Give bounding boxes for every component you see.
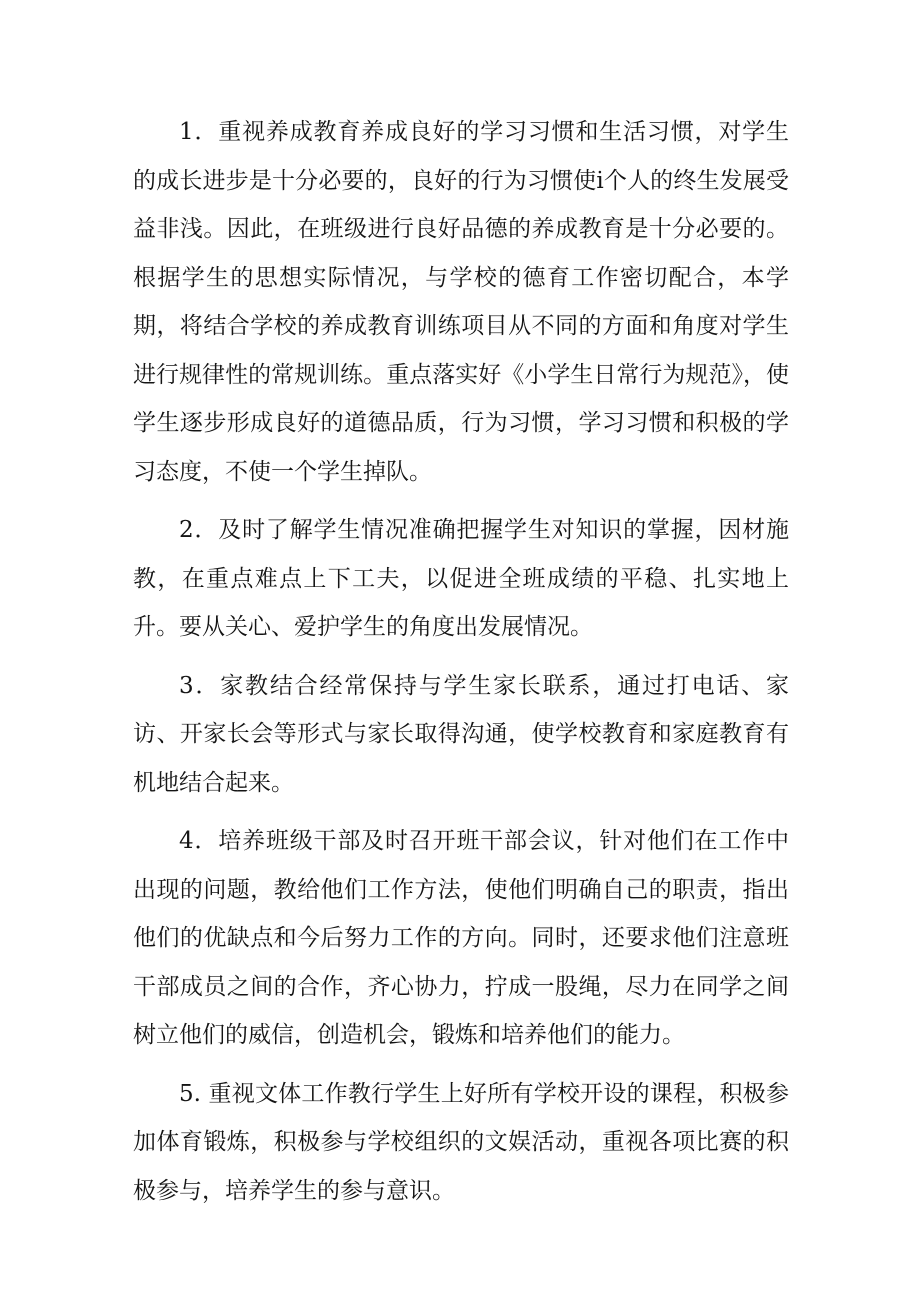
- paragraph-4: 4．培养班级干部及时召开班干部会议，针对他们在工作中出现的问题，教给他们工作方法，使他们明确自己的职责，指出他们的优缺点和今后努力工作的方向。同时，还要求他们注意班干部成员之间的合作，齐心协力，拧成一股绳，尽力在同学之间树立他们的威信，创造机会，锻炼和培养他们的能力。: [133, 828, 789, 1048]
- paragraph-5: 5. 重视文体工作教行学生上好所有学校开设的课程，积极参加体育锻炼，积极参与学校组织的文娱活动，重视各项比赛的积极参与，培养学生的参与意识。: [133, 1080, 789, 1204]
- paragraph-2: 2．及时了解学生情况准确把握学生对知识的掌握，因材施教，在重点难点上下工夫，以促进全班成绩的平稳、扎实地上升。要从关心、爱护学生的角度出发展情况。: [133, 517, 789, 640]
- paragraph-1: 1．重视养成教育养成良好的学习习惯和生活习惯，对学生的成长进步是十分必要的，良好的行为习惯使i个人的终生发展受益非浅。因此，在班级进行良好品德的养成教育是十分必要的。根据学生的思想实际情况，与学校的德育工作密切配合，本学期，将结合学校的养成教育训练项目从不同的方面和角度对学生进行规律性的常规训练。重点落实好《小学生日常行为规范》，使学生逐步形成良好的道德品质，行为习惯，学习习惯和积极的学习态度，不使一个学生掉队。: [133, 119, 789, 485]
- paragraph-3: 3．家教结合经常保持与学生家长联系，通过打电话、家访、开家长会等形式与家长取得沟通，使学校教育和家庭教育有机地结合起来。: [133, 672, 789, 796]
- document-body: [133, 108, 789, 1225]
